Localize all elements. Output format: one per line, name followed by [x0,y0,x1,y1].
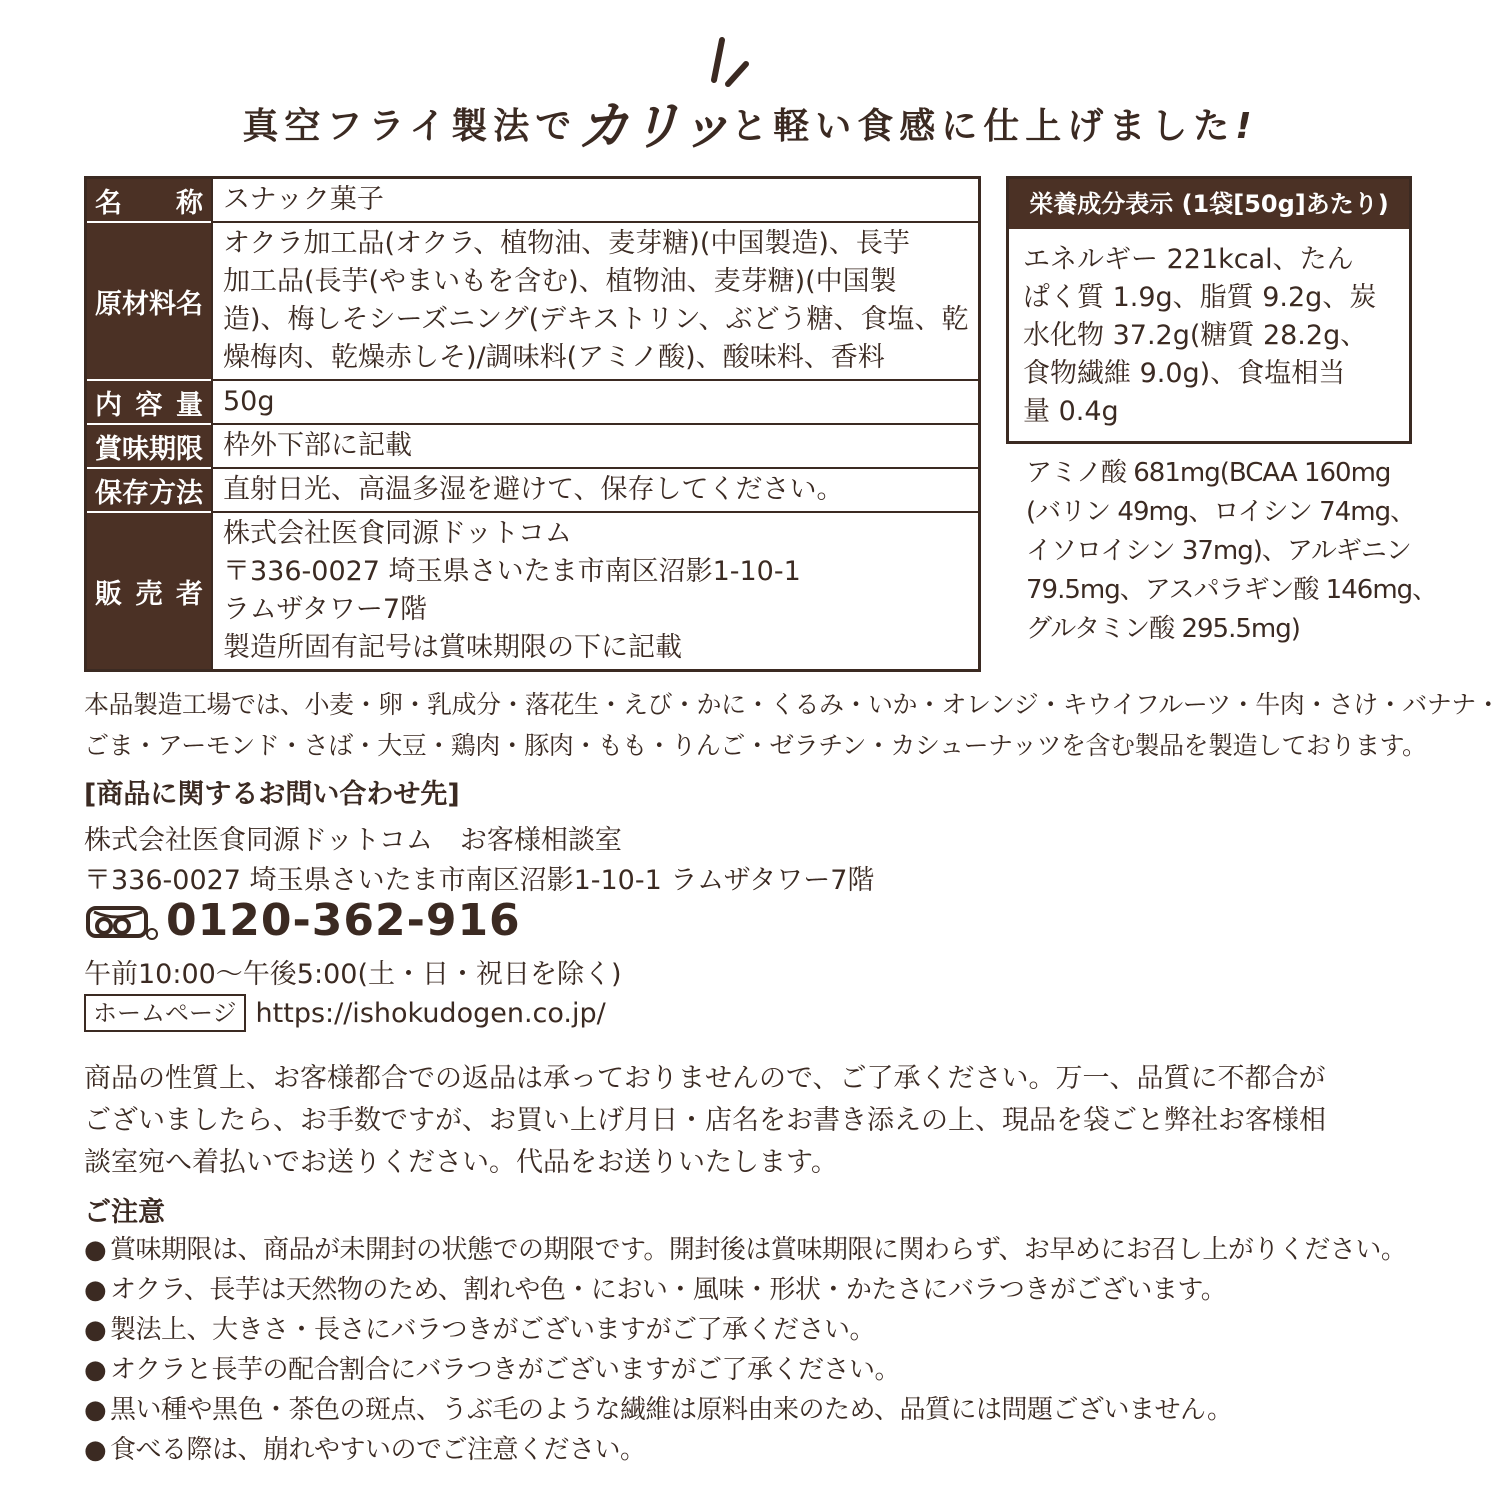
info-row [86,380,980,424]
info-row [86,468,980,512]
caution-item-text: 賞味期限は、商品が未開封の状態での期限です。開封後は賞味期限に関わらず、お早めにお召し上がりください。 [110,1235,1407,1265]
returns-line: 談室宛へ着払いでお送りください。代品をお送りいたします。 [84,1147,838,1178]
info-row-value [212,380,980,424]
headline [0,78,1500,157]
info-row [86,222,980,380]
caution-item-text: オクラ、長芋は天然物のため、割れや色・におい・風味・形状・かたさにバラつきがございます。 [110,1275,1227,1305]
headline-emphasis: カリッ [577,97,732,157]
nutrition-line: 水化物 37.2g(糖質 28.2g、 [1023,320,1368,351]
allergen-line: ごま・アーモンド・さば・大豆・鶏肉・豚肉・もも・りんご・ゼラチン・カシューナッツを含む製品を製造しております。 [84,731,1427,760]
nutrition-line: 量 0.4g [1023,396,1119,427]
contact-title: [商品に関するお問い合わせ先] [84,779,460,810]
bullet-icon: ● [84,1235,107,1265]
caution-item [84,1390,1406,1430]
product-info-rows [86,178,980,671]
homepage-row [84,994,606,1032]
info-row-label: 販 売 者 [86,512,213,671]
nutrition-line: 食物繊維 9.0g)、食塩相当 [1023,358,1346,389]
info-row-label: 名 称 [86,178,213,223]
amino-line: (バリン 49mg、ロイシン 74mg、 [1026,497,1416,527]
caution-title: ご注意 [84,1197,165,1228]
info-row-value [212,512,980,671]
spark-lines-icon [692,36,752,88]
nutrition-line: ぱく質 1.9g、脂質 9.2g、炭 [1023,282,1377,313]
caution-item [84,1310,1406,1350]
bullet-icon: ● [84,1355,107,1385]
caution-item [84,1350,1406,1390]
homepage-url-link[interactable]: https://ishokudogen.co.jp/ [255,997,606,1029]
headline-text-before: 真空フライ製法で [242,106,578,147]
headline-text-after: と軽い食感に仕上げました [731,106,1236,147]
caution-item-text: 黒い種や黒色・茶色の斑点、うぶ毛のような繊維は原料由来のため、品質には問題ございません。 [110,1395,1233,1425]
info-row [86,512,980,671]
headline-exclaim: ! [1235,106,1258,147]
info-row-label: 内 容 量 [86,380,213,424]
info-row-value-line: 製造所固有記号は賞味期限の下に記載 [223,632,682,663]
bullet-icon: ● [84,1395,107,1425]
bullet-icon: ● [84,1275,107,1305]
bullet-icon: ● [84,1315,107,1345]
info-row-label: 保存方法 [86,468,213,512]
info-row-value-line: 〒336-0027 埼玉県さいたま市南区沼影1-10-1 [223,556,801,587]
info-row-value-line: 加工品(長芋(やまいもを含む)、植物油、麦芽糖)(中国製 [223,266,897,297]
contact-address: 〒336-0027 埼玉県さいたま市南区沼影1-10-1 ラムザタワー7階 [84,865,875,896]
info-row-value-line: オクラ加工品(オクラ、植物油、麦芽糖)(中国製造)、長芋 [223,228,910,259]
info-row-label: 賞味期限 [86,424,213,468]
info-row [86,178,980,223]
info-row-label: 原材料名 [86,222,213,380]
caution-list [84,1230,1406,1470]
info-row-value [212,178,980,223]
caution-item [84,1270,1406,1310]
info-row-value-line: 直射日光、高温多湿を避けて、保存してください。 [223,474,844,505]
returns-line: 商品の性質上、お客様都合での返品は承っておりませんので、ご了承ください。万一、品質に不都合が [84,1063,1326,1094]
returns-policy [84,1058,1326,1184]
info-row-value [212,424,980,468]
amino-line: アミノ酸 681mg(BCAA 160mg [1026,458,1391,488]
amino-acid-info [1026,454,1437,649]
allergen-line: 本品製造工場では、小麦・卵・乳成分・落花生・えび・かに・くるみ・いか・オレンジ・キウイフルーツ・牛肉・さけ・バナナ・ [84,690,1500,719]
caution-item [84,1430,1406,1470]
nutrition-body [1009,229,1409,441]
contact-hours: 午前10:00～午後5:00(土・日・祝日を除く) [84,959,622,990]
info-row [86,424,980,468]
info-row-value-line: ラムザタワー7階 [223,594,428,625]
info-row-value-line: 枠外下部に記載 [223,430,412,461]
allergen-notice [84,684,1500,766]
amino-line: 79.5mg、アスパラギン酸 146mg、 [1026,575,1438,605]
product-info-table [84,176,981,672]
amino-line: イソロイシン 37mg)、アルギニン [1026,536,1411,566]
info-row-value [212,468,980,512]
bullet-icon: ● [84,1435,107,1465]
nutrition-title: 栄養成分表示 (1袋[50g]あたり) [1009,179,1409,229]
caution-item [84,1230,1406,1270]
caution-item-text: オクラと長芋の配合割合にバラつきがございますがご了承ください。 [110,1355,900,1385]
returns-line: ございましたら、お手数ですが、お買い上げ月日・店名をお書き添えの上、現品を袋ごと弊社お客様相 [84,1105,1326,1136]
phone-row [86,895,521,948]
caution-item-text: 製法上、大きさ・長さにバラつきがございますがご了承ください。 [110,1315,876,1345]
caution-item-text: 食べる際は、崩れやすいのでご注意ください。 [110,1435,646,1465]
info-row-value [212,222,980,380]
contact-company: 株式会社医食同源ドットコム お客様相談室 [84,825,622,856]
info-row-value-line: スナック菓子 [223,184,384,215]
phone-number[interactable]: 0120-362-916 [166,895,521,946]
homepage-label: ホームページ [84,994,246,1032]
free-dial-icon [86,902,158,942]
info-row-value-line: 造)、梅しそシーズニング(デキストリン、ぶどう糖、食塩、乾 [223,304,969,335]
info-row-value-line: 燥梅肉、乾燥赤しそ)/調味料(アミノ酸)、酸味料、香料 [223,342,885,373]
nutrition-line: エネルギー 221kcal、たん [1023,244,1354,275]
nutrition-box [1006,176,1412,444]
info-row-value-line: 50g [223,386,275,417]
info-row-value-line: 株式会社医食同源ドットコム [223,518,572,549]
amino-line: グルタミン酸 295.5mg) [1026,614,1300,644]
